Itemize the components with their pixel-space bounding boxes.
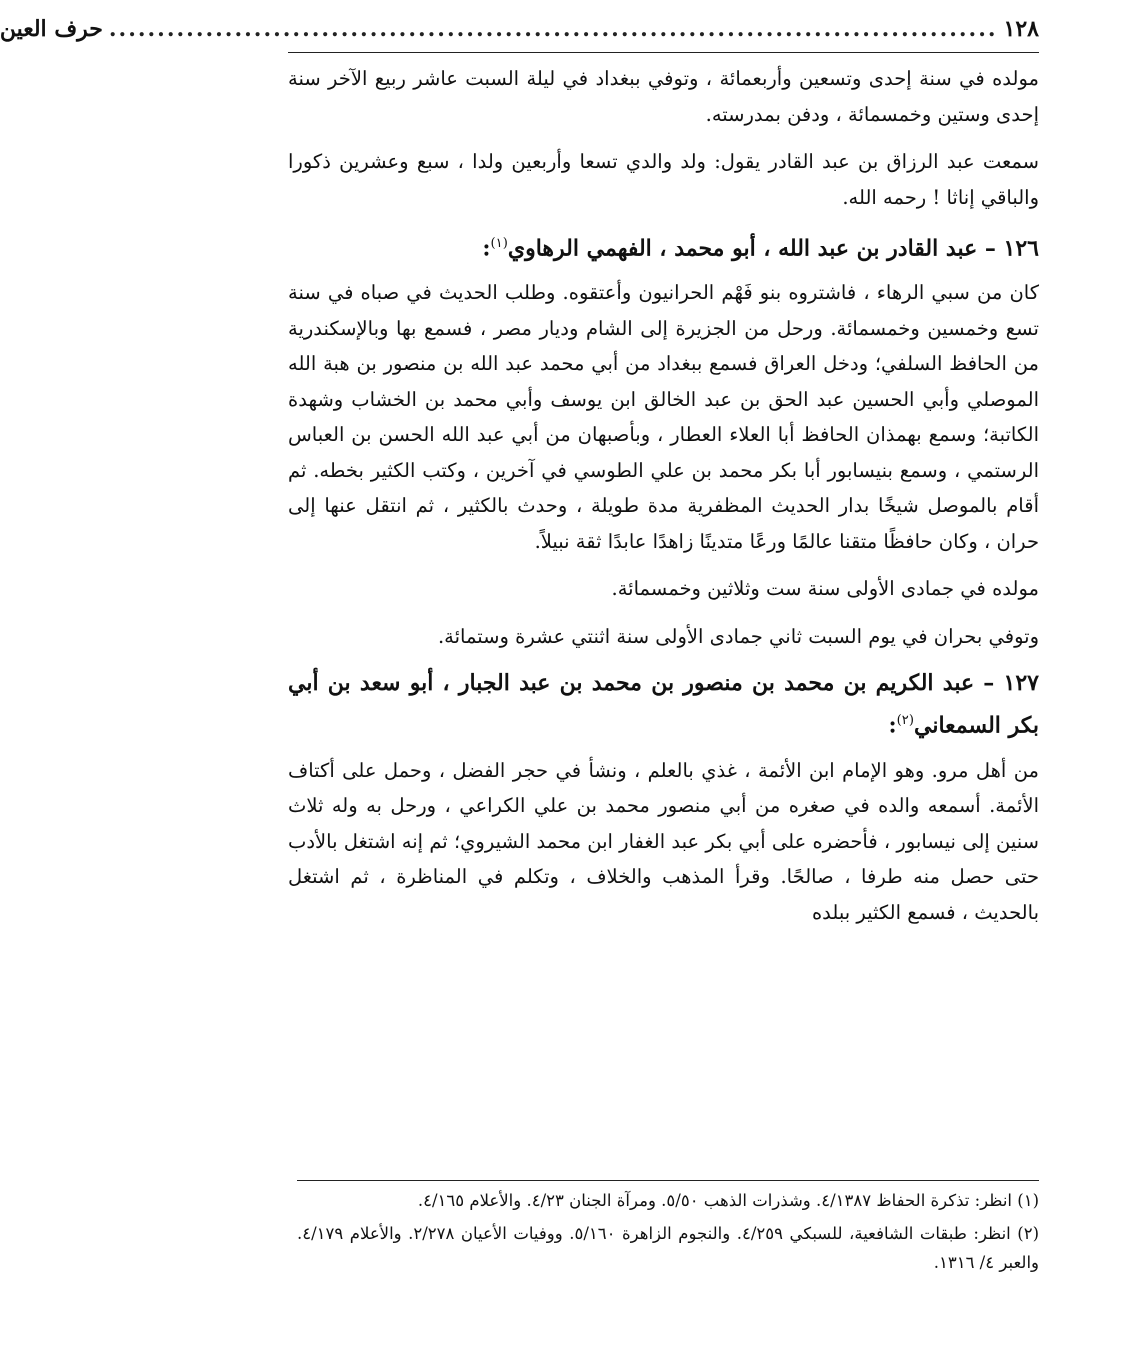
entry-heading-126-text: ١٢٦ – عبد القادر بن عبد الله ، أبو محمد ، الفهمي الرهاوي [507, 235, 1039, 262]
leader-dots: ............................................................................................ [108, 16, 998, 42]
paragraph-death-126: وتوفي بحران في يوم السبت ثاني جمادى الأولى سنة اثنتي عشرة وستمائة. [437, 624, 1039, 648]
main-text [288, 61, 1039, 930]
footnote-ref-1[interactable]: (١) [490, 236, 508, 251]
entry-heading-126 [288, 225, 1039, 267]
section-title: حرف العين [0, 16, 103, 42]
footnotes [297, 1186, 1039, 1281]
footnote-ref-2[interactable]: (٢) [896, 713, 914, 729]
paragraph-children: سمعت عبد الرزاق بن عبد القادر يقول: ولد والدي تسعا وأربعين ولدا ، سبع وعشرين ذكورا والباقي إناثا ! رحمه الله. [288, 150, 1039, 209]
footnote-2: (٢) انظر: طبقات الشافعية، للسبكي ٤/٢٥٩. والنجوم الزاهرة ٥/١٦٠. ووفيات الأعيان ٢/٢٧٨. والأعلام ٤/١٧٩. والعبر ٤/ ١٣١٦. [297, 1224, 1040, 1272]
entry-heading-127 [288, 664, 1039, 744]
paragraph-birth-126: مولده في جمادى الأولى سنة ست وثلاثين وخمسمائة. [611, 577, 1039, 601]
footnote-1: (١) انظر: تذكرة الحفاظ ٤/١٣٨٧. وشذرات الذهب ٥/٥٠. ومرآة الجنان ٤/٢٣. والأعلام ٤/١٦٥. [417, 1191, 1039, 1210]
entry-heading-127-text: ١٢٧ – عبد الكريم بن محمد بن منصور بن محمد بن عبد الجبار ، أبو سعد بن أبي بكر السمعاني [288, 670, 1039, 739]
paragraph-biography-127: من أهل مرو. وهو الإمام ابن الأئمة ، غذي بالعلم ، ونشأ في حجر الفضل ، وحمل على أكتاف الأئمة. أسمعه والده في صغره من أبي منصور محمد بن علي الكراعي ، ورحل به وله ثلاث سنين إلى نيسابور ، فأحضره على أبي بكر عبد الغفار ابن محمد الشيروي؛ ثم إنه اشتغل بالأدب حتى حصل منه طرفا ، صالحًا. وقرأ المذهب والخلاف ، وتكلم في المناظرة ، ثم اشتغل بالحديث ، فسمع الكثير ببلده [288, 758, 1039, 924]
heading-colon: : [888, 712, 897, 739]
footnote-divider [297, 1180, 1039, 1181]
paragraph-death-date: مولده في سنة إحدى وتسعين وأربعمائة ، وتوفي ببغداد في ليلة السبت عاشر ربيع الآخر سنة إحدى وستين وخمسمائة ، ودفن بمدرسته. [288, 67, 1039, 126]
heading-colon: : [482, 235, 491, 262]
running-header [0, 16, 1039, 53]
page-number: ١٢٨ [1003, 16, 1039, 42]
paragraph-biography-126: كان من سبي الرهاء ، فاشتروه بنو فَهْم الحرانيون وأعتقوه. وطلب الحديث في صباه في سنة تسع وخمسين وخمسمائة. ورحل من الجزيرة إلى الشام وديار مصر ، فسمع بها وبالإسكندرية من الحافظ السلفي؛ ودخل العراق فسمع ببغداد من أبي محمد عبد الله بن منصور بن هبة الله الموصلي وأبي الحسين عبد الحق بن عبد الخالق ابن يوسف وأبي محمد بن الخشاب وشهدة الكاتبة؛ وسمع بهمذان الحافظ أبا العلاء العطار ، وبأصبهان من أبي عبد الله الحسن بن العباس الرستمي ، وسمع بنيسابور أبا بكر محمد بن علي الطوسي في آخرين ، وكتب الكثير بخطه. ثم أقام بالموصل شيخًا بدار الحديث المظفرية مدة طويلة ، وحدث بالكثير ، ثم انتقل عنها إلى حران ، وكان حافظًا متقنا عالمًا ورعًا متدينًا زاهدًا عابدًا ثقة نبيلاً. [288, 281, 1039, 553]
